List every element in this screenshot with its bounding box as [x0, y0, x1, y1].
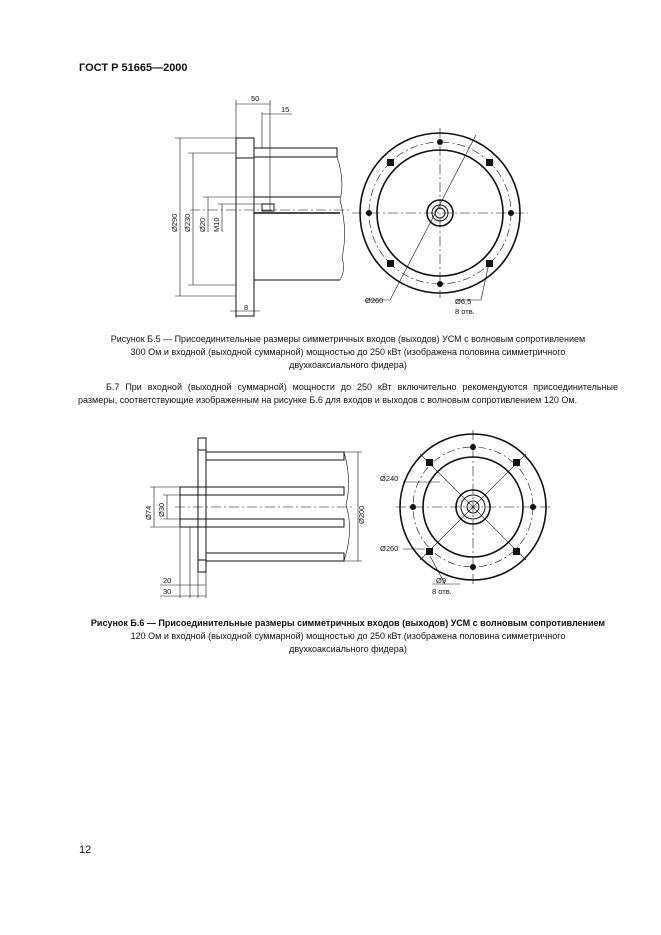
figure2-caption-line1: Рисунок Б.6 — Присоединительные размеры симметричных входов (выходов) УСМ с волновым сопротивлением	[90, 618, 606, 628]
figure2-section-view	[144, 438, 366, 598]
figure1-caption-line2: 300 Ом и входной (выходной суммарной) мощностью до 250 кВт (изображена половина симметричного	[130, 347, 566, 357]
figure1-caption-line1: Рисунок Б.5 — Присоединительные размеры симметричных входов (выходов) УСМ с волновым сопротивлением	[110, 334, 586, 344]
dim-dia260: Ø260	[365, 296, 384, 305]
figure1-caption	[78, 333, 618, 372]
paragraph-b7	[78, 381, 618, 407]
dim-8: 8	[244, 303, 249, 312]
figure1-front-view	[352, 128, 528, 316]
dim2-dia240: Ø240	[380, 474, 399, 483]
dim-dia230: Ø230	[183, 213, 192, 232]
dim2-hole-count: 8 отв.	[432, 587, 452, 596]
dim-dia290: Ø290	[170, 213, 179, 232]
dim-15: 15	[281, 105, 290, 114]
figure2-caption-line2: 120 Ом и входной (выходной суммарной) мощностью до 250 кВт (изображена половина симметричного	[130, 631, 566, 641]
dim2-dia74: Ø74	[144, 505, 153, 520]
dim2-dia260: Ø260	[380, 544, 399, 553]
dim2-dia30: Ø30	[157, 502, 166, 517]
dim-hole-dia: Ø6,5	[455, 297, 472, 306]
dim2-20: 20	[163, 576, 172, 585]
figure2-front-view	[380, 430, 550, 596]
dim2-hole-dia: Ø9	[436, 576, 447, 585]
dim-hole-count: 8 отв.	[455, 307, 475, 316]
paragraph-b7-text: Б.7 При входной (выходной суммарной) мощности до 250 кВт включительно рекомендуются присоединительные размеры, соответствующие изображенным на рисунке Б.6 для входов и выходов с волновым сопротивлением 120 Ом.	[78, 382, 618, 405]
dim-dia20: Ø20	[198, 217, 207, 232]
figure1-section-view	[170, 94, 350, 318]
figure2-caption-line3: двухкоаксиального фидера)	[289, 644, 407, 654]
figure1-caption-line3: двухкоаксиального фидера)	[289, 360, 407, 370]
figure2-caption	[78, 617, 618, 656]
dim-50: 50	[251, 94, 260, 103]
page-number: 12	[79, 844, 92, 856]
dim2-30: 30	[163, 587, 172, 596]
document-header: ГОСТ Р 51665—2000	[79, 62, 188, 74]
dim2-dia200: Ø200	[357, 505, 366, 524]
dim-m10: M10	[212, 217, 221, 232]
